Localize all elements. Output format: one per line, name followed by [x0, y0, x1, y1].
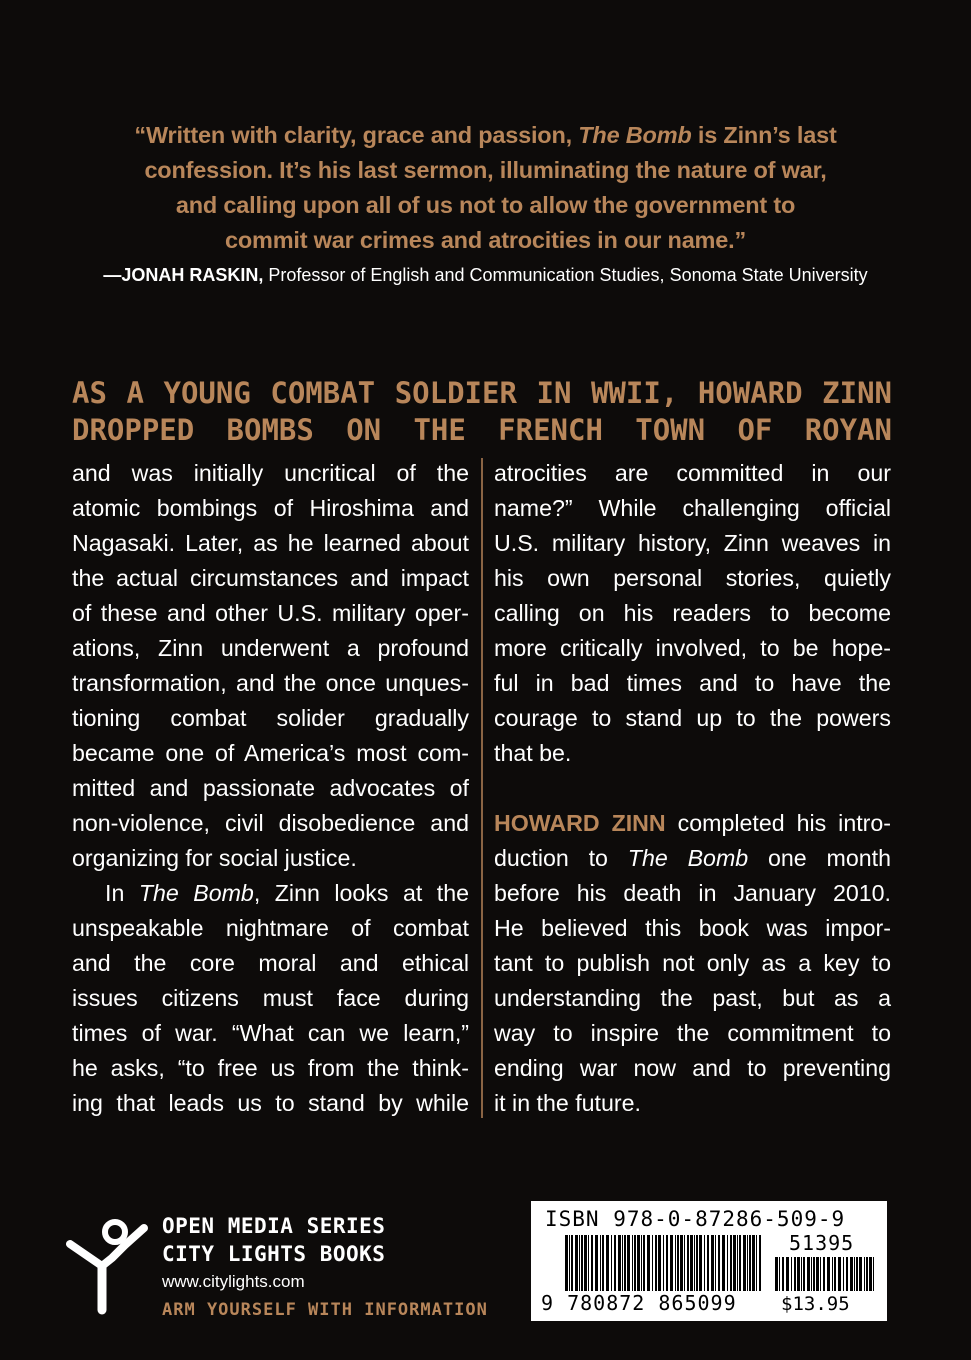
text-line: his own personal stories, quietly [494, 565, 891, 591]
text-line: duction to The Bomb one month [494, 845, 891, 871]
headline-line-2: DROPPED BOMBS ON THE FRENCH TOWN OF ROYAN [72, 413, 892, 447]
isbn-label: ISBN 978-0-87286-509-9 [545, 1207, 846, 1231]
addon-digits: 51395 [789, 1231, 855, 1255]
quote-line-3: and calling upon all of us not to allow the government to [175, 192, 796, 218]
body-column-left [72, 456, 469, 1121]
attribution-name: —JONAH RASKIN, [103, 265, 264, 285]
text-line: way to inspire the commitment to [494, 1020, 891, 1046]
addon-barcode-bars [775, 1257, 877, 1291]
text-line: it in the future. [494, 1090, 641, 1116]
text-line: more critically involved, to be hope- [494, 635, 891, 661]
text-line: the actual circumstances and impact [72, 565, 469, 591]
quote-attribution [80, 265, 891, 286]
column-divider [481, 458, 483, 1118]
text-line: that be. [494, 740, 572, 766]
barcode-digits: 9 780872 865099 [541, 1291, 737, 1315]
author-name: HOWARD ZINN [494, 810, 666, 836]
body-column-right [494, 456, 891, 1121]
headline [72, 375, 892, 449]
review-quote [80, 118, 891, 258]
text-line: ations, Zinn underwent a profound [72, 635, 469, 661]
publisher-info [162, 1212, 488, 1323]
text-line: non-violence, civil disobedience and [72, 810, 469, 836]
publisher-url[interactable]: www.citylights.com [162, 1272, 305, 1291]
text-line: before his death in January 2010. [494, 880, 891, 906]
text-line: became one of America’s most com- [72, 740, 469, 766]
text-line: U.S. military history, Zinn weaves in [494, 530, 891, 556]
text-line: and was initially uncritical of the [72, 460, 469, 486]
text-line: calling on his readers to become [494, 600, 891, 626]
quote-line-4: commit war crimes and atrocities in our name.” [224, 227, 747, 253]
text-line: atomic bombings of Hiroshima and [72, 495, 469, 521]
barcode-bars [565, 1235, 765, 1291]
headline-line-1: AS A YOUNG COMBAT SOLDIER IN WWII, HOWARD ZINN [72, 376, 892, 410]
text-line: In The Bomb, Zinn looks at the [105, 880, 469, 906]
text-line: ing that leads us to stand by while [72, 1090, 469, 1116]
text-line: tant to publish not only as a key to [494, 950, 891, 976]
publisher-name: CITY LIGHTS BOOKS [162, 1242, 386, 1266]
text-line: name?” While challenging official [494, 495, 891, 521]
text-line: organizing for social justice. [72, 845, 357, 871]
text-line: atrocities are committed in our [494, 460, 891, 486]
text-line: HOWARD ZINN completed his intro- [494, 810, 892, 836]
text-line: transformation, and the once unques- [72, 670, 469, 696]
quote-line-1: “Written with clarity, grace and passion, The Bomb is Zinn’s last [134, 122, 837, 148]
paragraph-gap [494, 771, 891, 806]
text-line: he asks, “to free us from the think- [72, 1055, 469, 1081]
city-lights-figure-icon [66, 1216, 152, 1316]
quote-line-2: confession. It’s his last sermon, illuminating the nature of war, [144, 157, 827, 183]
text-line: ful in bad times and to have the [494, 670, 891, 696]
text-line: understanding the past, but as a [494, 985, 891, 1011]
text-line: He believed this book was impor- [494, 915, 891, 941]
text-line: and the core moral and ethical [72, 950, 469, 976]
text-line: Nagasaki. Later, as he learned about [72, 530, 469, 556]
price-label: $13.95 [781, 1293, 850, 1315]
text-line: unspeakable nightmare of combat [72, 915, 469, 941]
isbn-barcode [531, 1201, 887, 1321]
text-line: mitted and passionate advocates of [72, 775, 469, 801]
series-name: OPEN MEDIA SERIES [162, 1214, 386, 1238]
text-line: ending war now and to preventing [494, 1055, 891, 1081]
text-line: issues citizens must face during [72, 985, 469, 1011]
text-line: of these and other U.S. military oper- [72, 600, 469, 626]
attribution-title: Professor of English and Communication Studies, Sonoma State University [263, 265, 868, 285]
text-line: tioning combat solider gradually [72, 705, 469, 731]
text-line: times of war. “What can we learn,” [72, 1020, 469, 1046]
text-line: courage to stand up to the powers [494, 705, 891, 731]
publisher-tagline: ARM YOURSELF WITH INFORMATION [162, 1300, 488, 1320]
